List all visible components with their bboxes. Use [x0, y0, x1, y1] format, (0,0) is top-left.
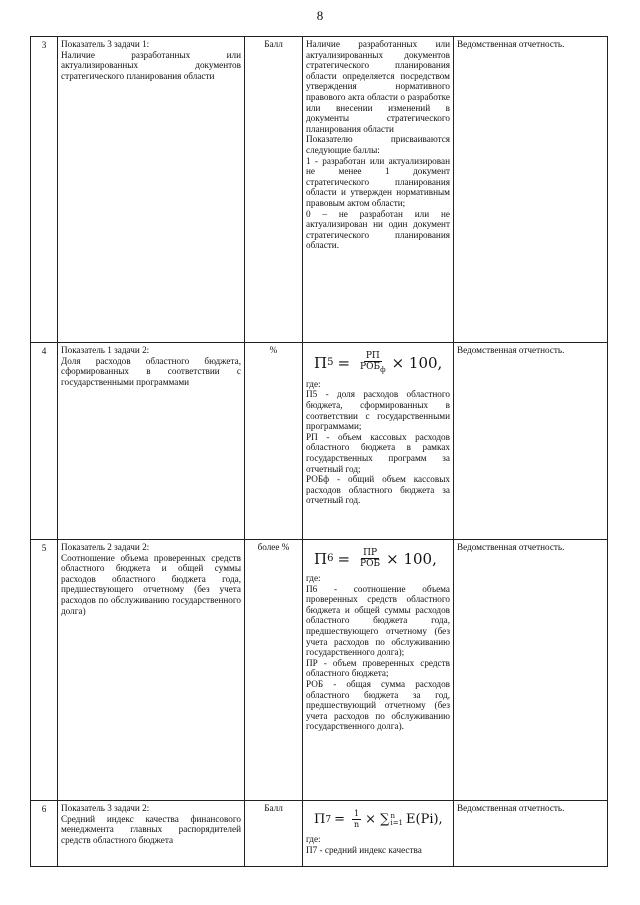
where-label: где: — [306, 378, 321, 389]
indicator-text: Соотношение объема проверенных средств областного бюджета и общей суммы расходов областного бюджета года, предшествующего отчетному (без учета расходов по обслуживанию государственного долга) — [61, 552, 241, 616]
method-line: П5 - доля расходов областного бюджета, сформированных в соответствии с государственными программами; — [306, 389, 450, 432]
method-line: Показателю присваиваются следующие баллы: — [306, 134, 450, 155]
formula: П 5 = $\frac{РП}{РОБ_ф}$ × 100, — [314, 351, 443, 374]
unit-cell: более % — [245, 540, 303, 801]
where-label: где: — [306, 573, 321, 583]
fraction: $\frac{1}{n}$ — [353, 809, 360, 829]
indicator-text: Доля расходов областного бюджета, сформированных в соответствии с государственными программами — [61, 355, 241, 387]
indicators-table — [30, 36, 608, 867]
indicator-title: Показатель 3 задачи 2: — [61, 803, 150, 813]
row-number: 4 — [31, 343, 58, 540]
page-number: 8 — [316, 8, 324, 23]
method-cell — [303, 343, 454, 540]
table-row — [31, 540, 608, 801]
where-label: где: — [306, 834, 321, 844]
method-line: РП - объем кассовых расходов областного бюджета в рамках государственных программ за отчетный год; — [306, 431, 450, 474]
row-number: 3 — [31, 37, 58, 343]
indicator-title: Показатель 3 задачи 1: — [61, 39, 150, 49]
indicator-cell — [58, 37, 245, 343]
indicator-cell — [58, 801, 245, 867]
method-cell — [303, 801, 454, 867]
indicator-text: Средний индекс качества финансового менеджмента главных распорядителей средств областного бюджета — [61, 813, 241, 845]
table-row — [31, 343, 608, 540]
method-line: РОБ - общая сумма расходов областного бюджета за год, предшествующий отчетному (без учета расходов по обслуживанию государственного долга). — [306, 678, 450, 732]
indicator-title: Показатель 2 задачи 2: — [61, 542, 150, 552]
indicator-cell — [58, 343, 245, 540]
row-number: 5 — [31, 540, 58, 801]
table-row — [31, 801, 608, 867]
source-cell: Ведомственная отчетность. — [454, 540, 608, 801]
unit-cell: Балл — [245, 801, 303, 867]
unit-cell: % — [245, 343, 303, 540]
method-line: Наличие разработанных или актуализированных документов стратегического планирования области определяется посредством утверждения нормативного правового акта области о разработке или внесении изменений в документы стратегического планирования области — [306, 39, 450, 134]
indicator-title: Показатель 1 задачи 2: — [61, 345, 150, 355]
fraction: $\frac{ПР}{\text{РОБ}}$ — [360, 548, 381, 569]
table-row — [31, 37, 608, 343]
formula: П 6 = $\frac{ПР}{\text{РОБ}}$ × 100, — [314, 548, 437, 569]
row-number: 6 — [31, 801, 58, 867]
method-line: 1 - разработан или актуализирован не менее 1 документ стратегического планирования области и утвержден нормативным правовым актом области; — [306, 155, 450, 208]
source-cell: Ведомственная отчетность. — [454, 343, 608, 540]
method-line: ПР - объем проверенных средств областного бюджета; — [306, 657, 450, 679]
fraction: $\frac{РП}{РОБ_ф}$ — [360, 351, 386, 374]
source-cell: Ведомственная отчетность. — [454, 801, 608, 867]
indicator-cell — [58, 540, 245, 801]
method-cell — [303, 540, 454, 801]
method-line: П7 - средний индекс качества — [306, 844, 422, 855]
formula: П 7 = $\frac{1}{n}$ × ∑ n i=1 E(Pi), — [314, 809, 443, 829]
unit-cell: Балл — [245, 37, 303, 343]
method-line: РОБф - общий объем кассовых расходов областного бюджета за отчетный год. — [306, 474, 450, 506]
indicator-text: Наличие разработанных или актуализированных документов стратегического планирования области — [61, 49, 241, 81]
source-cell: Ведомственная отчетность. — [454, 37, 608, 343]
method-cell — [303, 37, 454, 343]
method-line: П6 - соотношение объема проверенных средств областного бюджета и общей суммы расходов областного бюджета года, предшествующего отчетному (без учета расходов по обслуживанию государственного долга); — [306, 583, 450, 658]
method-line: 0 – не разработан или не актуализирован ни один документ стратегического планирования области. — [306, 208, 450, 251]
